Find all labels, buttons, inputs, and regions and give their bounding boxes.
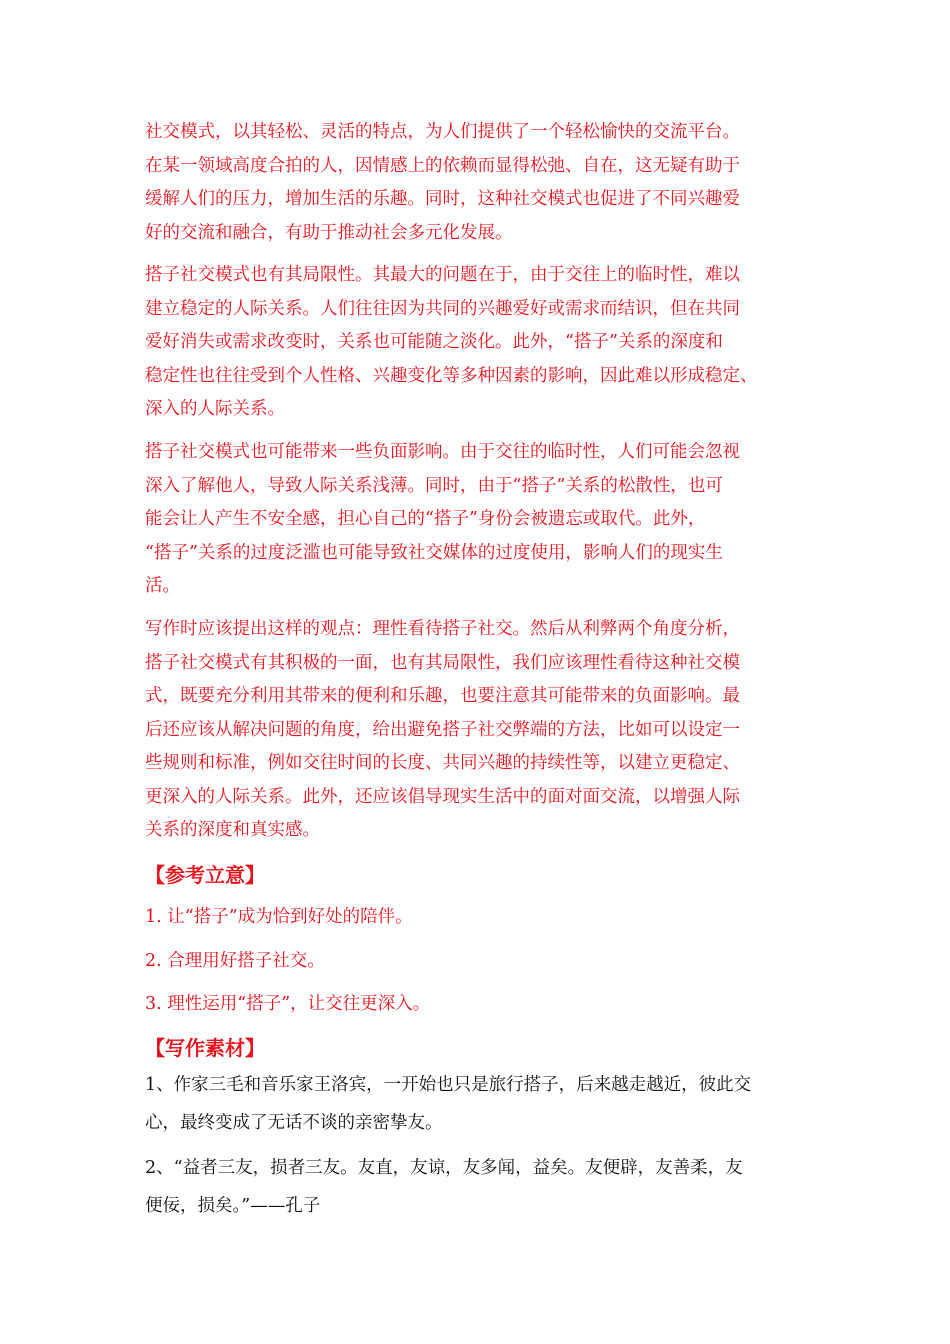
text-line: 后还应该从解决问题的角度，给出避免搭子社交弊端的方法，比如可以设定一 bbox=[145, 719, 740, 740]
paragraph-writing-advice bbox=[145, 613, 835, 848]
text-line: 稳定性也往往受到个人性格、兴趣变化等多种因素的影响，因此难以形成稳定、 bbox=[145, 365, 758, 386]
material-item bbox=[145, 1066, 835, 1142]
paragraph-benefits bbox=[145, 116, 835, 250]
text-line: 深入的人际关系。 bbox=[145, 399, 285, 419]
material-item bbox=[145, 1149, 835, 1225]
reference-item: 1. 让“搭子”成为恰到好处的陪伴。 bbox=[145, 907, 413, 927]
text-line: 搭子社交模式也有其局限性。其最大的问题在于，由于交往上的临时性，难以 bbox=[145, 265, 740, 285]
text-line: 些规则和标准，例如交往时间的长度、共同兴趣的持续性等，以建立更稳定、 bbox=[145, 753, 740, 773]
text-line: 在某一领域高度合拍的人，因情感上的依赖而显得松弛、自在，这无疑有助于 bbox=[145, 155, 740, 176]
text-line: 1、作家三毛和音乐家王洛宾，一开始也只是旅行搭子，后来越走越近，彼此交 bbox=[145, 1075, 752, 1095]
paragraph-negative-effects bbox=[145, 436, 835, 604]
text-line: 活。 bbox=[145, 576, 180, 596]
text-line: 搭子社交模式也可能带来一些负面影响。由于交往的临时性，人们可能会忽视 bbox=[145, 442, 740, 462]
reference-item: 2. 合理用好搭子社交。 bbox=[145, 951, 325, 971]
text-line: 2、“益者三友，损者三友。友直，友谅，友多闻，益矣。友便辟，友善柔，友 bbox=[145, 1158, 743, 1178]
text-line: 深入了解他人，导致人际关系浅薄。同时，由于“搭子”关系的松散性，也可 bbox=[145, 475, 723, 496]
text-line: 更深入的人际关系。此外，还应该倡导现实生活中的面对面交流，以增强人际 bbox=[145, 786, 740, 807]
text-line: 搭子社交模式有其积极的一面，也有其局限性，我们应该理性看待这种社交模 bbox=[145, 652, 740, 673]
text-line: 心，最终变成了无话不谈的亲密挚友。 bbox=[145, 1113, 443, 1133]
text-line: 式，既要充分利用其带来的便利和乐趣，也要注意其可能带来的负面影响。最 bbox=[145, 686, 740, 706]
text-line: “搭子”关系的过度泛滥也可能导致社交媒体的过度使用，影响人们的现实生 bbox=[145, 542, 723, 563]
text-line: 建立稳定的人际关系。人们往往因为共同的兴趣爱好或需求而结识，但在共同 bbox=[145, 298, 740, 319]
text-line: 便佞，损矣。”——孔子 bbox=[145, 1196, 321, 1216]
text-line: 好的交流和融合，有助于推动社会多元化发展。 bbox=[145, 222, 513, 243]
reference-item: 3. 理性运用“搭子”，让交往更深入。 bbox=[145, 994, 431, 1014]
text-line: 写作时应该提出这样的观点：理性看待搭子社交。然后从利弊两个角度分析， bbox=[145, 619, 740, 639]
text-line: 关系的深度和真实感。 bbox=[145, 820, 320, 840]
reference-heading: 【参考立意】 bbox=[145, 863, 265, 887]
text-line: 社交模式，以其轻松、灵活的特点，为人们提供了一个轻松愉快的交流平台。 bbox=[145, 122, 740, 142]
materials-heading: 【写作素材】 bbox=[145, 1036, 265, 1060]
text-line: 爱好消失或需求改变时，关系也可能随之淡化。此外，“搭子”关系的深度和 bbox=[145, 332, 723, 352]
paragraph-limitations bbox=[145, 259, 835, 427]
text-line: 缓解人们的压力，增加生活的乐趣。同时，这种社交模式也促进了不同兴趣爱 bbox=[145, 189, 740, 209]
text-line: 能会让人产生不安全感，担心自己的“搭子”身份会被遗忘或取代。此外， bbox=[145, 509, 706, 529]
